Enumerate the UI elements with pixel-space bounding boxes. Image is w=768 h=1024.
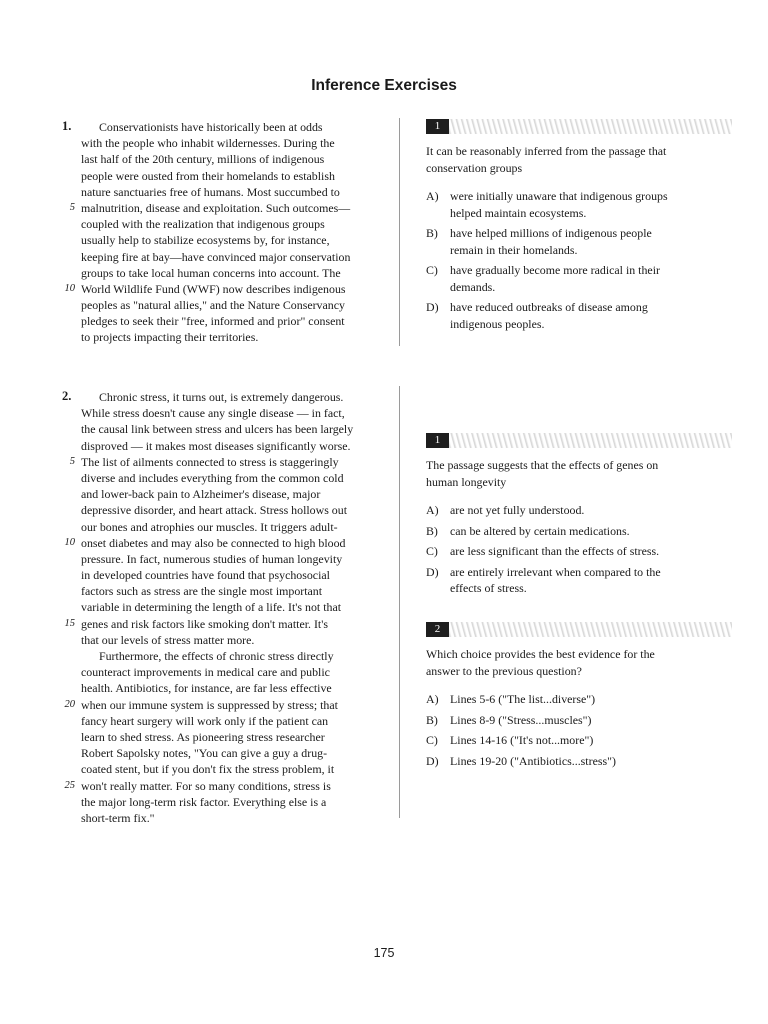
line-text: pressure. In fact, numerous studies of human longevity [81, 551, 343, 566]
choice-letter: A) [426, 503, 439, 517]
line-text: last half of the 20th century, millions of indigenous [81, 152, 325, 167]
line-text: and lower-back pain to Alzheimer's disease, major [81, 487, 321, 502]
answer-choices [426, 188, 738, 332]
line-text: when our immune system is suppressed by stress; that [81, 697, 338, 712]
choice-letter: A) [426, 189, 439, 203]
passage-line [81, 249, 406, 265]
answer-choices [426, 691, 738, 769]
line-text: fancy heart surgery will work only if the patient can [81, 713, 329, 728]
line-text: Furthermore, the effects of chronic stress directly [99, 649, 334, 663]
line-text: the causal link between stress and ulcers has been largely [81, 422, 354, 437]
choice-text: are not yet fully understood. [450, 503, 585, 517]
line-number: 15 [64, 617, 75, 629]
choice-text: helped maintain ecosystems. [450, 205, 587, 220]
question-2 [426, 433, 738, 601]
question-number-badge: 2 [426, 622, 449, 637]
passage-line [81, 502, 406, 518]
stem-line: conservation groups [426, 160, 523, 175]
line-text: Conservationists have historically been at odds [99, 120, 323, 134]
passage-line [81, 486, 406, 502]
question-stem [426, 457, 738, 490]
passage-line [81, 551, 406, 567]
choice-text: were initially unaware that indigenous groups [450, 189, 668, 203]
line-text: to projects impacting their territories. [81, 330, 259, 345]
answer-choice[interactable] [426, 225, 738, 258]
column-divider [399, 118, 400, 346]
passage-line [81, 216, 406, 232]
line-text: counteract improvements in medical care and public [81, 665, 330, 680]
choice-letter: B) [426, 712, 438, 727]
answer-choice[interactable] [426, 299, 738, 332]
line-text: keeping fire at bay—have convinced major conservation [81, 249, 351, 264]
question-1 [426, 119, 738, 336]
answer-choice[interactable] [426, 564, 738, 597]
passage-number: 1. [62, 119, 72, 133]
line-text: nature sanctuaries free of humans. Most succumbed to [81, 184, 340, 199]
passage-line [81, 810, 406, 826]
answer-choices [426, 502, 738, 597]
line-text: malnutrition, disease and exploitation. Such outcomes— [81, 200, 351, 215]
passage-line [81, 761, 406, 777]
line-text: learn to shed stress. As pioneering stress researcher [81, 729, 325, 744]
passage-line [81, 745, 406, 761]
choice-text: are less significant than the effects of stress. [450, 544, 660, 558]
passage-line [81, 664, 406, 680]
stem-line: The passage suggests that the effects of genes on [426, 458, 659, 472]
choice-letter: B) [426, 523, 438, 538]
choice-text: Lines 5-6 ("The list...diverse") [450, 692, 596, 706]
line-text: our bones and atrophies our muscles. It triggers adult- [81, 519, 338, 534]
line-text: people were ousted from their homelands to establish [81, 168, 335, 183]
question-stem [426, 143, 738, 176]
line-text: factors such as stress are the single most important [81, 584, 323, 599]
answer-choice[interactable] [426, 712, 738, 729]
stem-line: It can be reasonably inferred from the passage that [426, 144, 667, 158]
choice-text: remain in their homelands. [450, 242, 578, 257]
line-number: 5 [69, 201, 75, 213]
column-divider [399, 386, 400, 818]
line-number: 5 [69, 455, 75, 467]
passage-line [81, 265, 406, 281]
line-text: genes and risk factors like smoking don't matter. It's [81, 616, 329, 631]
choice-text: have helped millions of indigenous people [450, 226, 652, 240]
passage-line [64, 281, 406, 297]
choice-text: demands. [450, 279, 496, 294]
passage-line [81, 135, 406, 151]
passage-line [81, 729, 406, 745]
passage-line [81, 119, 406, 135]
passage-line [81, 232, 406, 248]
line-text: peoples as "natural allies," and the Nature Conservancy [81, 298, 345, 313]
line-text: While stress doesn't cause any single disease — in fact, [81, 406, 345, 421]
answer-choice[interactable] [426, 523, 738, 540]
line-text: variable in determining the length of a life. It's not that [81, 600, 342, 615]
line-number: 20 [64, 698, 75, 710]
passage-line [81, 168, 406, 184]
choice-text: effects of stress. [450, 581, 527, 595]
stem-line: human longevity [426, 474, 507, 489]
line-text: pledges to seek their "free, informed and prior" consent [81, 314, 345, 329]
line-text: in developed countries have found that psychosocial [81, 568, 330, 583]
stem-line: answer to the previous question? [426, 663, 582, 678]
passage-line [81, 713, 406, 729]
answer-choice[interactable] [426, 732, 738, 749]
choice-letter: A) [426, 692, 439, 706]
question-header-bar [426, 622, 732, 637]
passage-line [81, 519, 406, 535]
passage-number: 2. [62, 389, 72, 403]
passage-line [81, 313, 406, 329]
choice-text: have reduced outbreaks of disease among [450, 300, 648, 314]
question-number-badge: 1 [426, 119, 449, 134]
line-text: health. Antibiotics, for instance, are far less effective [81, 681, 332, 696]
passage-line [81, 648, 406, 664]
line-text: Robert Sapolsky notes, "You can give a guy a drug- [81, 746, 328, 761]
line-text: The list of ailments connected to stress is staggeringly [81, 454, 339, 469]
page-title: Inference Exercises [311, 77, 457, 94]
question-header-bar [426, 433, 732, 448]
passage-line [69, 200, 406, 216]
choice-text: indigenous peoples. [450, 316, 545, 331]
choice-text: have gradually become more radical in their [450, 263, 660, 277]
passage-line [81, 583, 406, 599]
choice-text: Lines 8-9 ("Stress...muscles") [450, 712, 592, 727]
line-number: 10 [64, 536, 75, 548]
line-text: usually help to stabilize ecosystems by, for instance, [81, 233, 330, 248]
passage-line [81, 421, 406, 437]
line-text: Chronic stress, it turns out, is extremely dangerous. [99, 390, 344, 404]
choice-letter: D) [426, 564, 439, 579]
passage-line [81, 389, 406, 405]
line-text: groups to take local human concerns into account. The [81, 265, 341, 280]
line-text: that our levels of stress matter more. [81, 632, 255, 647]
passage-line [81, 329, 406, 345]
line-number: 25 [64, 779, 75, 791]
choice-text: are entirely irrelevant when compared to the [450, 564, 661, 579]
passage-line [64, 778, 406, 794]
line-text: coated stent, but if you don't fix the stress problem, it [81, 762, 335, 777]
choice-text: Lines 19-20 ("Antibiotics...stress") [450, 753, 616, 768]
page-number: 175 [373, 946, 395, 960]
answer-choice[interactable] [426, 543, 738, 560]
passage-line [81, 405, 406, 421]
choice-letter: C) [426, 263, 438, 277]
line-text: won't really matter. For so many conditions, stress is [81, 778, 331, 793]
choice-letter: B) [426, 226, 438, 240]
passage-text [64, 389, 406, 826]
choice-letter: C) [426, 733, 438, 747]
passage-line [81, 438, 406, 454]
line-text: disproved — it makes most diseases significantly worse. [81, 438, 351, 453]
choice-text: can be altered by certain medications. [450, 523, 630, 538]
passage-line [81, 794, 406, 810]
question-3 [426, 622, 738, 773]
line-text: depressive disorder, and heart attack. Stress hollows out [81, 503, 348, 518]
question-number-badge: 1 [426, 433, 449, 448]
passage-line [69, 454, 406, 470]
passage-line [81, 567, 406, 583]
passage-line [81, 599, 406, 615]
line-text: short-term fix." [81, 810, 155, 825]
choice-letter: D) [426, 753, 439, 768]
line-text: World Wildlife Fund (WWF) now describes indigenous [81, 281, 346, 296]
line-number: 10 [64, 282, 75, 294]
question-stem [426, 646, 738, 679]
choice-letter: C) [426, 544, 438, 558]
line-text: diverse and includes everything from the common cold [81, 470, 344, 485]
answer-choice[interactable] [426, 188, 738, 221]
passage-line [81, 632, 406, 648]
passage-text [64, 119, 406, 346]
passage-line [64, 535, 406, 551]
line-text: onset diabetes and may also be connected to high blood [81, 535, 346, 550]
passage-line [81, 151, 406, 167]
answer-choice[interactable] [426, 262, 738, 295]
answer-choice[interactable] [426, 502, 738, 519]
question-header-bar [426, 119, 732, 134]
choice-text: Lines 14-16 ("It's not...more") [450, 733, 594, 747]
choice-letter: D) [426, 300, 439, 314]
line-text: with the people who inhabit wildernesses. During the [81, 136, 335, 151]
passage-line [64, 616, 406, 632]
answer-choice[interactable] [426, 691, 738, 708]
line-text: the major long-term risk factor. Everything else is a [81, 794, 327, 809]
passage-line [64, 697, 406, 713]
passage-line [81, 297, 406, 313]
passage-line [81, 680, 406, 696]
passage-line [81, 470, 406, 486]
line-text: coupled with the realization that indigenous groups [81, 217, 325, 232]
answer-choice[interactable] [426, 753, 738, 770]
stem-line: Which choice provides the best evidence for the [426, 647, 655, 661]
passage-line [81, 184, 406, 200]
